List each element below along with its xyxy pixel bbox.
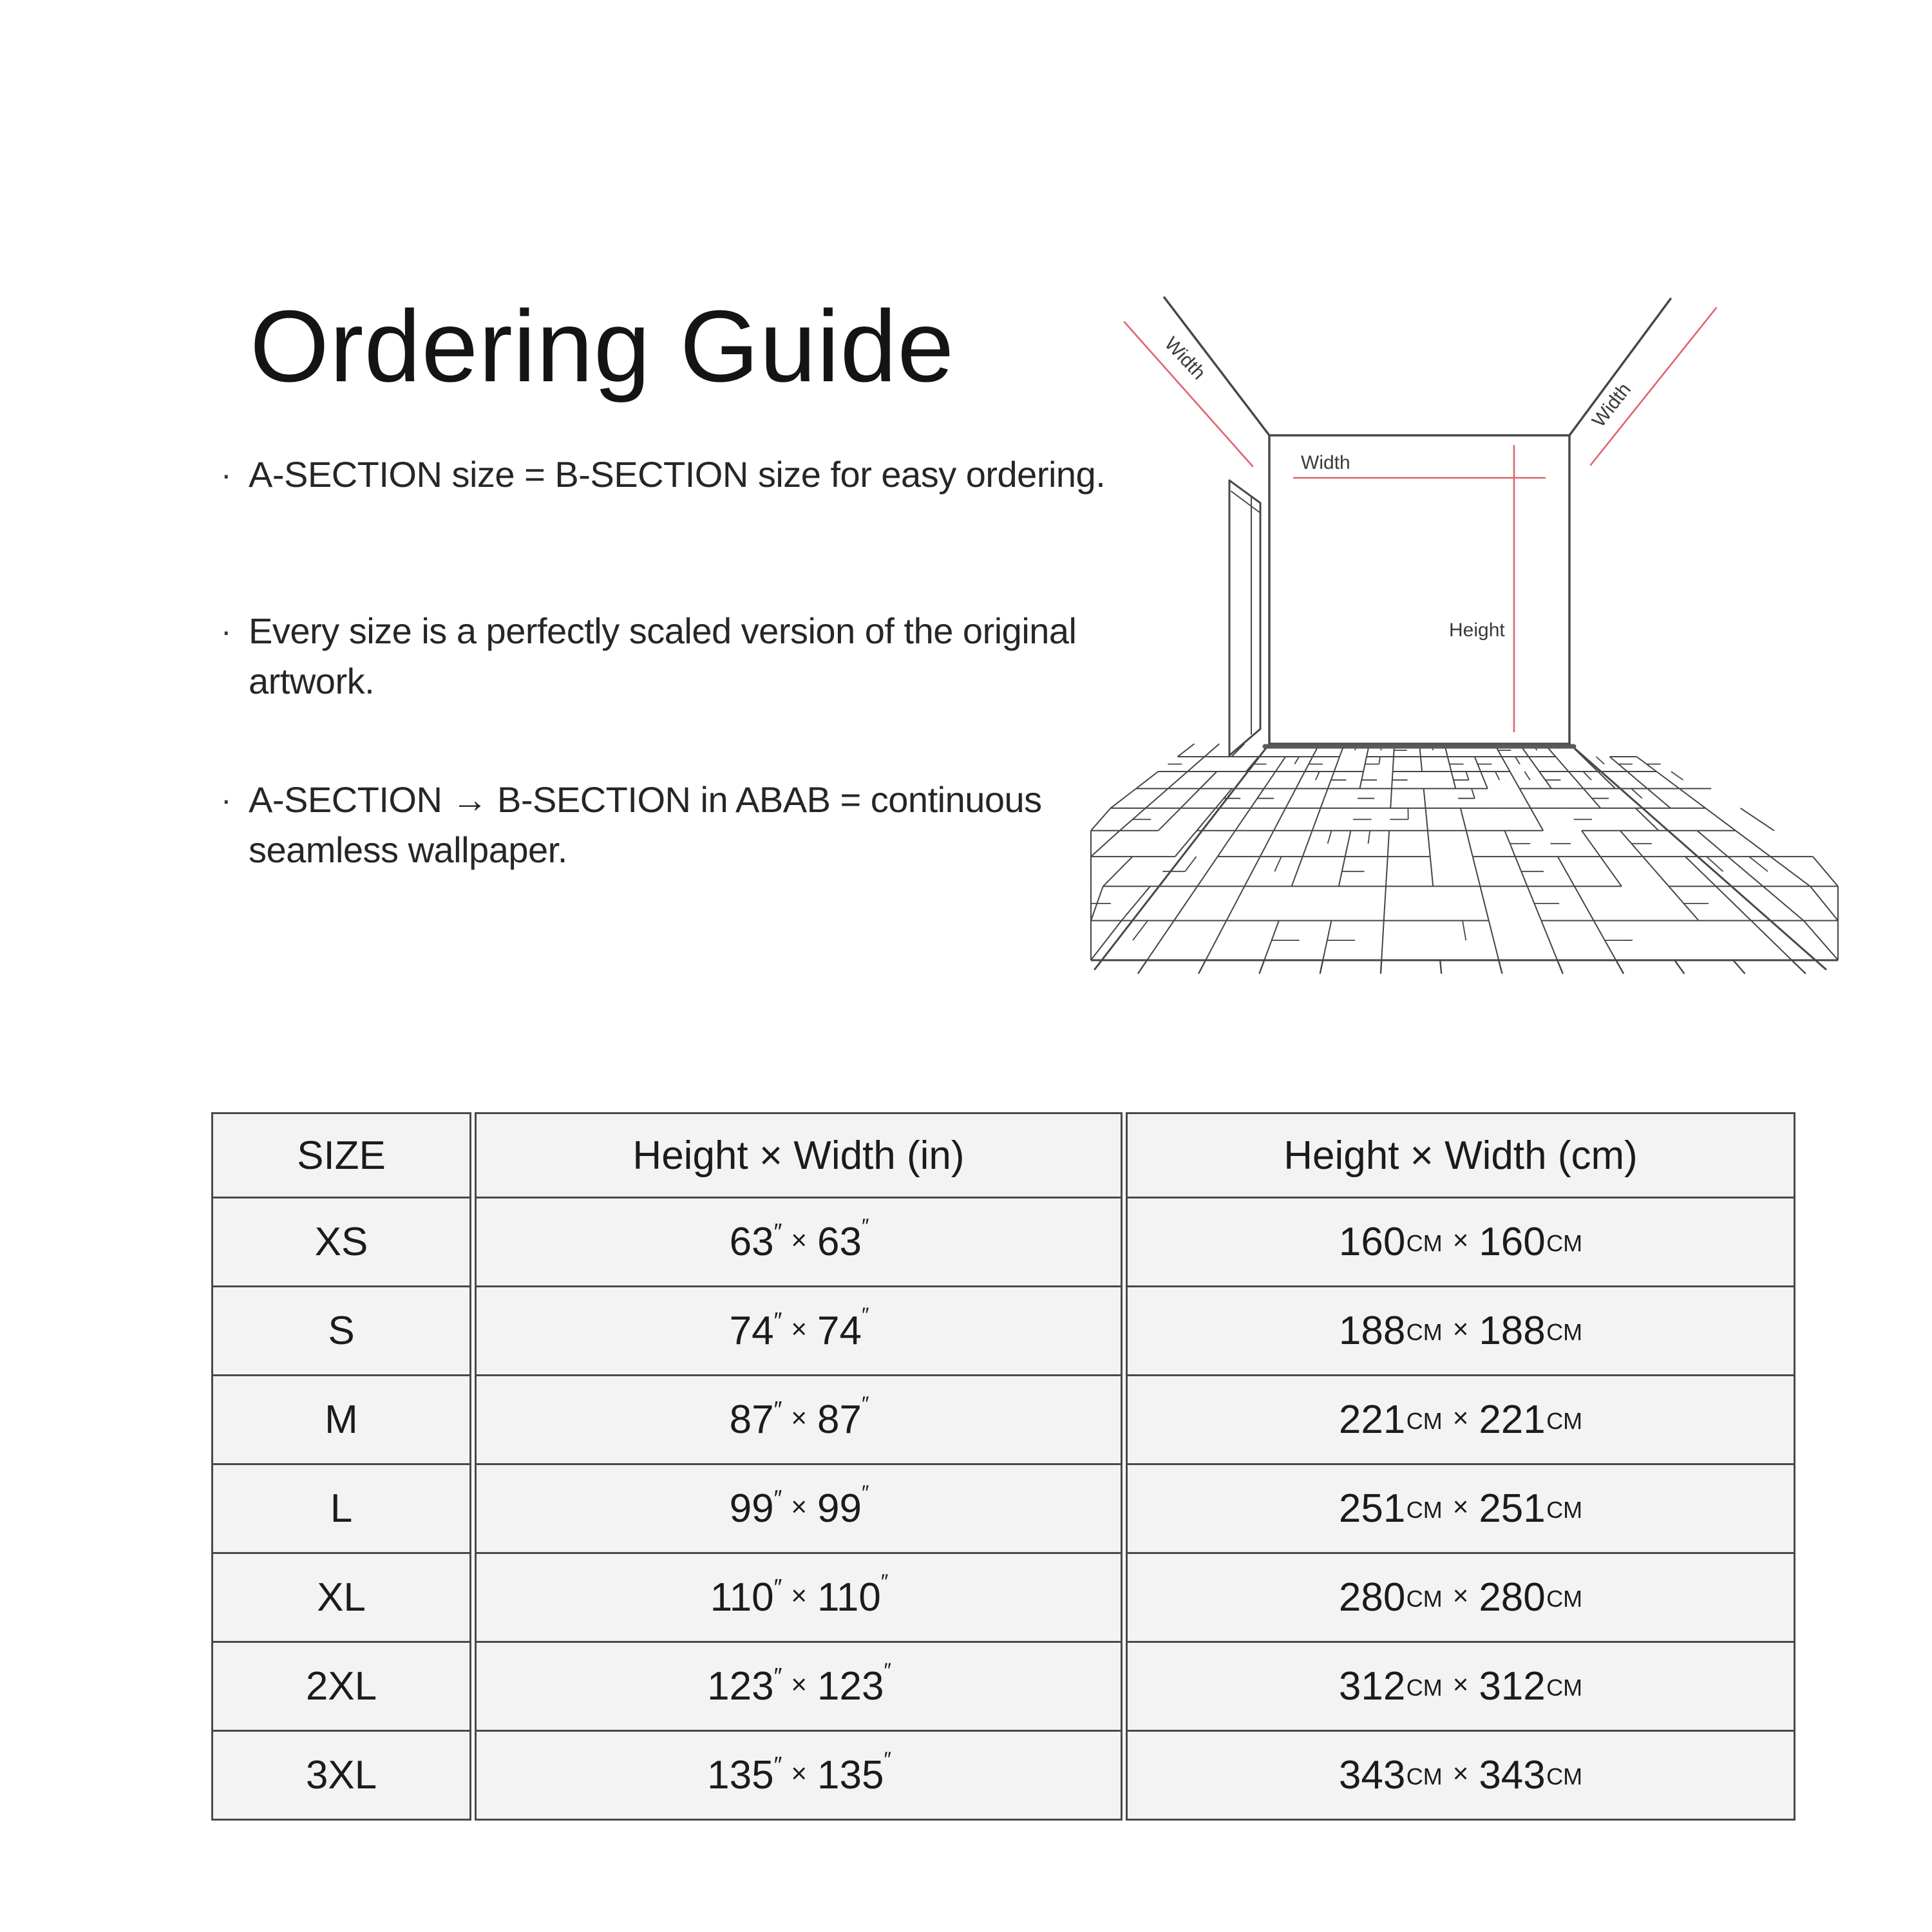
inch-mark: ″ — [884, 1747, 890, 1771]
ceiling-edge-right — [1569, 299, 1671, 435]
height-cm-value: 251 — [1338, 1486, 1406, 1531]
cm-cell — [1126, 1463, 1795, 1552]
measurement-lines — [1124, 308, 1716, 732]
bullet-line: Every size is a perfectly scaled version of the original — [249, 611, 1077, 651]
width-inches-value: 87 — [817, 1397, 862, 1442]
height-cm-value: 188 — [1338, 1309, 1406, 1353]
height-inches-value: 63 — [729, 1220, 774, 1264]
cm-cell — [1126, 1374, 1795, 1463]
width-label-right: Width — [1587, 379, 1636, 431]
door — [1229, 480, 1260, 755]
cm-cell — [1126, 1730, 1795, 1821]
height-cm-value: 160 — [1338, 1220, 1406, 1264]
times-sign: × — [791, 1758, 807, 1789]
floor-tile-pattern — [1091, 744, 1838, 974]
times-sign: × — [791, 1669, 807, 1700]
bullet-line: artwork. — [249, 661, 375, 701]
width-inches-value: 74 — [817, 1309, 862, 1353]
times-sign: × — [1452, 1225, 1469, 1256]
cm-unit: CM — [1546, 1230, 1583, 1257]
height-cm-value: 312 — [1338, 1664, 1406, 1709]
cm-unit: CM — [1546, 1408, 1583, 1435]
size-cell — [211, 1463, 471, 1552]
width-cm-value: 221 — [1479, 1397, 1546, 1442]
width-label-left: Width — [1160, 333, 1210, 384]
inches-cell — [475, 1641, 1122, 1730]
width-cm-value: 188 — [1479, 1309, 1546, 1353]
size-label: XS — [314, 1220, 368, 1264]
inch-mark: ″ — [773, 1218, 781, 1245]
size-cell — [211, 1197, 471, 1285]
cm-unit: CM — [1406, 1674, 1443, 1701]
back-wall — [1269, 435, 1569, 744]
width-cm-value: 343 — [1479, 1753, 1546, 1797]
cm-unit: CM — [1546, 1674, 1583, 1701]
times-sign: × — [1452, 1758, 1469, 1789]
height-label: Height — [1449, 620, 1505, 641]
bullet-dot-icon: · — [220, 613, 232, 649]
width-inches-value: 123 — [817, 1664, 884, 1709]
inch-mark: ″ — [773, 1752, 781, 1779]
height-inches-value: 135 — [707, 1753, 774, 1797]
cm-unit: CM — [1406, 1230, 1443, 1257]
width-inches-value: 110 — [817, 1575, 881, 1620]
size-table-header-size — [211, 1112, 471, 1197]
page-title: Ordering Guide — [250, 289, 955, 403]
inch-mark: ″ — [861, 1392, 868, 1416]
bullet-point-seamless — [216, 775, 1042, 875]
header-label: Height × Width (in) — [632, 1133, 965, 1178]
width-label-wall: Width — [1301, 452, 1350, 473]
inch-mark: ″ — [773, 1396, 781, 1423]
height-inches-value: 74 — [729, 1309, 774, 1353]
inch-mark: ″ — [773, 1485, 781, 1512]
room-diagram-illustration — [1088, 270, 1842, 992]
cm-unit: CM — [1406, 1763, 1443, 1790]
times-sign: × — [791, 1225, 807, 1256]
times-sign: × — [791, 1492, 807, 1522]
cm-cell — [1126, 1285, 1795, 1374]
size-cell — [211, 1641, 471, 1730]
height-inches-value: 99 — [729, 1486, 774, 1531]
cm-unit: CM — [1406, 1586, 1443, 1613]
measure-width-right-line — [1591, 308, 1716, 465]
measure-width-left-line — [1124, 322, 1253, 466]
inch-mark: ″ — [884, 1658, 890, 1682]
cm-unit: CM — [1546, 1763, 1583, 1790]
cm-unit: CM — [1546, 1497, 1583, 1524]
times-sign: × — [1452, 1492, 1469, 1522]
size-cell — [211, 1374, 471, 1463]
size-table-header-inches — [475, 1112, 1122, 1197]
size-cell — [211, 1730, 471, 1821]
bullet-point-ordering — [216, 450, 1105, 500]
height-cm-value: 343 — [1338, 1753, 1406, 1797]
inch-mark: ″ — [880, 1569, 887, 1593]
height-inches-value: 110 — [710, 1575, 774, 1620]
height-cm-value: 221 — [1338, 1397, 1406, 1442]
times-sign: × — [1452, 1669, 1469, 1700]
bullet-text — [249, 775, 1042, 875]
width-cm-value: 280 — [1479, 1575, 1546, 1620]
bullet-point-scaled — [216, 606, 1076, 706]
size-label: M — [325, 1397, 358, 1442]
height-inches-value: 87 — [729, 1397, 774, 1442]
cm-unit: CM — [1406, 1497, 1443, 1524]
inches-cell — [475, 1197, 1122, 1285]
times-sign: × — [1452, 1314, 1469, 1345]
size-label: L — [330, 1486, 353, 1531]
bullet-dot-icon: · — [220, 782, 232, 818]
inches-cell — [475, 1374, 1122, 1463]
size-table-header-cm — [1126, 1112, 1795, 1197]
width-cm-value: 160 — [1479, 1220, 1546, 1264]
size-cell — [211, 1285, 471, 1374]
cm-unit: CM — [1546, 1586, 1583, 1613]
width-cm-value: 251 — [1479, 1486, 1546, 1531]
bullet-line: A-SECTION size = B-SECTION size for easy ordering. — [249, 454, 1106, 495]
times-sign: × — [1452, 1403, 1469, 1434]
bullet-text — [249, 606, 1076, 706]
width-inches-value: 135 — [817, 1753, 884, 1797]
inch-mark: ″ — [773, 1574, 781, 1601]
cm-cell — [1126, 1641, 1795, 1730]
bullet-text — [249, 450, 1105, 500]
inches-cell — [475, 1552, 1122, 1641]
height-inches-value: 123 — [707, 1664, 774, 1709]
inch-mark: ″ — [861, 1481, 868, 1504]
times-sign: × — [1452, 1580, 1469, 1611]
bullet-line: seamless wallpaper. — [249, 829, 567, 870]
height-cm-value: 280 — [1338, 1575, 1406, 1620]
cm-unit: CM — [1546, 1319, 1583, 1346]
bullet-dot-icon: · — [220, 457, 232, 493]
size-table — [211, 1112, 1795, 1821]
bullet-line: A-SECTION → B-SECTION in ABAB = continuous — [249, 779, 1042, 820]
times-sign: × — [791, 1580, 807, 1611]
size-label: 2XL — [305, 1664, 377, 1709]
inches-cell — [475, 1285, 1122, 1374]
header-label: Height × Width (cm) — [1283, 1133, 1638, 1178]
cm-cell — [1126, 1552, 1795, 1641]
inch-mark: ″ — [861, 1214, 868, 1238]
size-cell — [211, 1552, 471, 1641]
size-label: S — [328, 1309, 355, 1353]
cm-cell — [1126, 1197, 1795, 1285]
cm-unit: CM — [1406, 1319, 1443, 1346]
size-label: XL — [317, 1575, 366, 1620]
width-cm-value: 312 — [1479, 1664, 1546, 1709]
inches-cell — [475, 1730, 1122, 1821]
size-label: 3XL — [305, 1753, 377, 1797]
inch-mark: ″ — [773, 1307, 781, 1334]
width-inches-value: 99 — [817, 1486, 862, 1531]
header-label: SIZE — [297, 1133, 386, 1178]
inches-cell — [475, 1463, 1122, 1552]
times-sign: × — [791, 1403, 807, 1434]
inch-mark: ″ — [773, 1663, 781, 1690]
times-sign: × — [791, 1314, 807, 1345]
width-inches-value: 63 — [817, 1220, 862, 1264]
inch-mark: ″ — [861, 1303, 868, 1327]
cm-unit: CM — [1406, 1408, 1443, 1435]
